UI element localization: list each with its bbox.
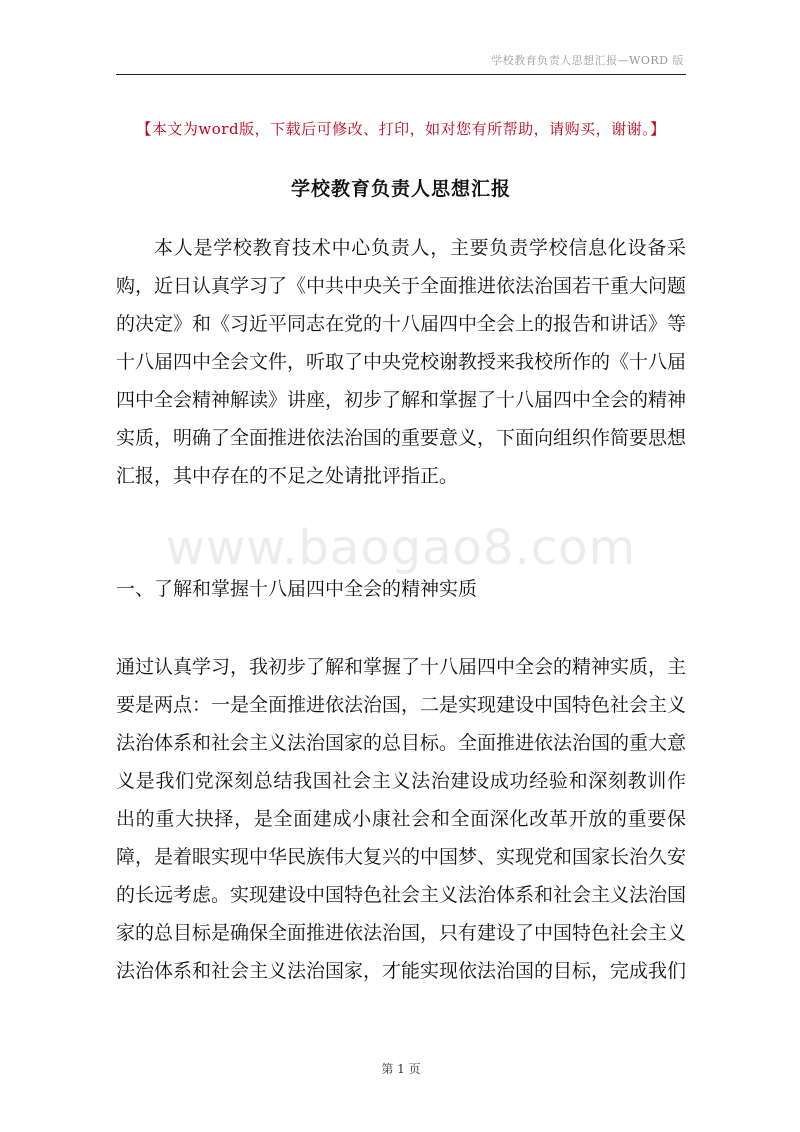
document-title: 学校教育负责人思想汇报 <box>290 178 511 200</box>
paragraph-intro <box>116 229 686 495</box>
paragraph-line: 出的重大抉择，是全面建成小康社会和全面深化改革开放的重要保 <box>116 808 686 830</box>
paragraph-line: 法治体系和社会主义法治国家，才能实现依法治国的目标，完成我们 <box>116 960 687 982</box>
paragraph-line: 家的总目标是确保全面推进依法治国，只有建设了中国特色社会主义 <box>116 922 687 944</box>
header-divider <box>116 74 686 75</box>
paragraph-section-body <box>116 648 686 990</box>
paragraph-line: 法治体系和社会主义法治国家的总目标。全面推进依法治国的重大意 <box>116 732 687 754</box>
paragraph-line: 汇报，其中存在的不足之处请批评指正。 <box>116 465 459 487</box>
paragraph-line: 实质，明确了全面推进依法治国的重要意义，下面向组织作简要思想 <box>116 427 687 449</box>
paragraph-line: 购，近日认真学习了《中共中央关于全面推进依法治国若干重大问题 <box>116 275 687 297</box>
page-number: 第 1 页 <box>381 1062 421 1076</box>
paragraph-line: 要是两点：一是全面推进依法治国，二是实现建设中国特色社会主义 <box>116 694 687 716</box>
paragraph-line: 义是我们党深刻总结我国社会主义法治建设成功经验和深刻教训作 <box>116 770 686 792</box>
paragraph-line: 的长远考虑。实现建设中国特色社会主义法治体系和社会主义法治国 <box>116 884 687 906</box>
purchase-notice: 【本文为word版，下载后可修改、打印，如对您有所帮助，请购买，谢谢。】 <box>136 120 666 138</box>
running-header: 学校教育负责人思想汇报—WORD 版 <box>491 54 684 67</box>
section-heading: 一、了解和掌握十八届四中全会的精神实质 <box>116 578 478 600</box>
paragraph-line: 障，是着眼实现中华民族伟大复兴的中国梦、实现党和国家长治久安 <box>116 846 687 868</box>
watermark: www.baogao8.com <box>165 520 637 576</box>
paragraph-line: 本人是学校教育技术中心负责人，主要负责学校信息化设备采 <box>154 237 686 259</box>
paragraph-line: 十八届四中全会文件，听取了中央党校谢教授来我校所作的《十八届 <box>116 351 687 373</box>
paragraph-line: 的决定》和《习近平同志在党的十八届四中全会上的报告和讲话》等 <box>116 313 687 335</box>
paragraph-line: 通过认真学习，我初步了解和掌握了十八届四中全会的精神实质，主 <box>116 656 687 678</box>
paragraph-line: 四中全会精神解读》讲座，初步了解和掌握了十八届四中全会的精神 <box>116 389 687 411</box>
